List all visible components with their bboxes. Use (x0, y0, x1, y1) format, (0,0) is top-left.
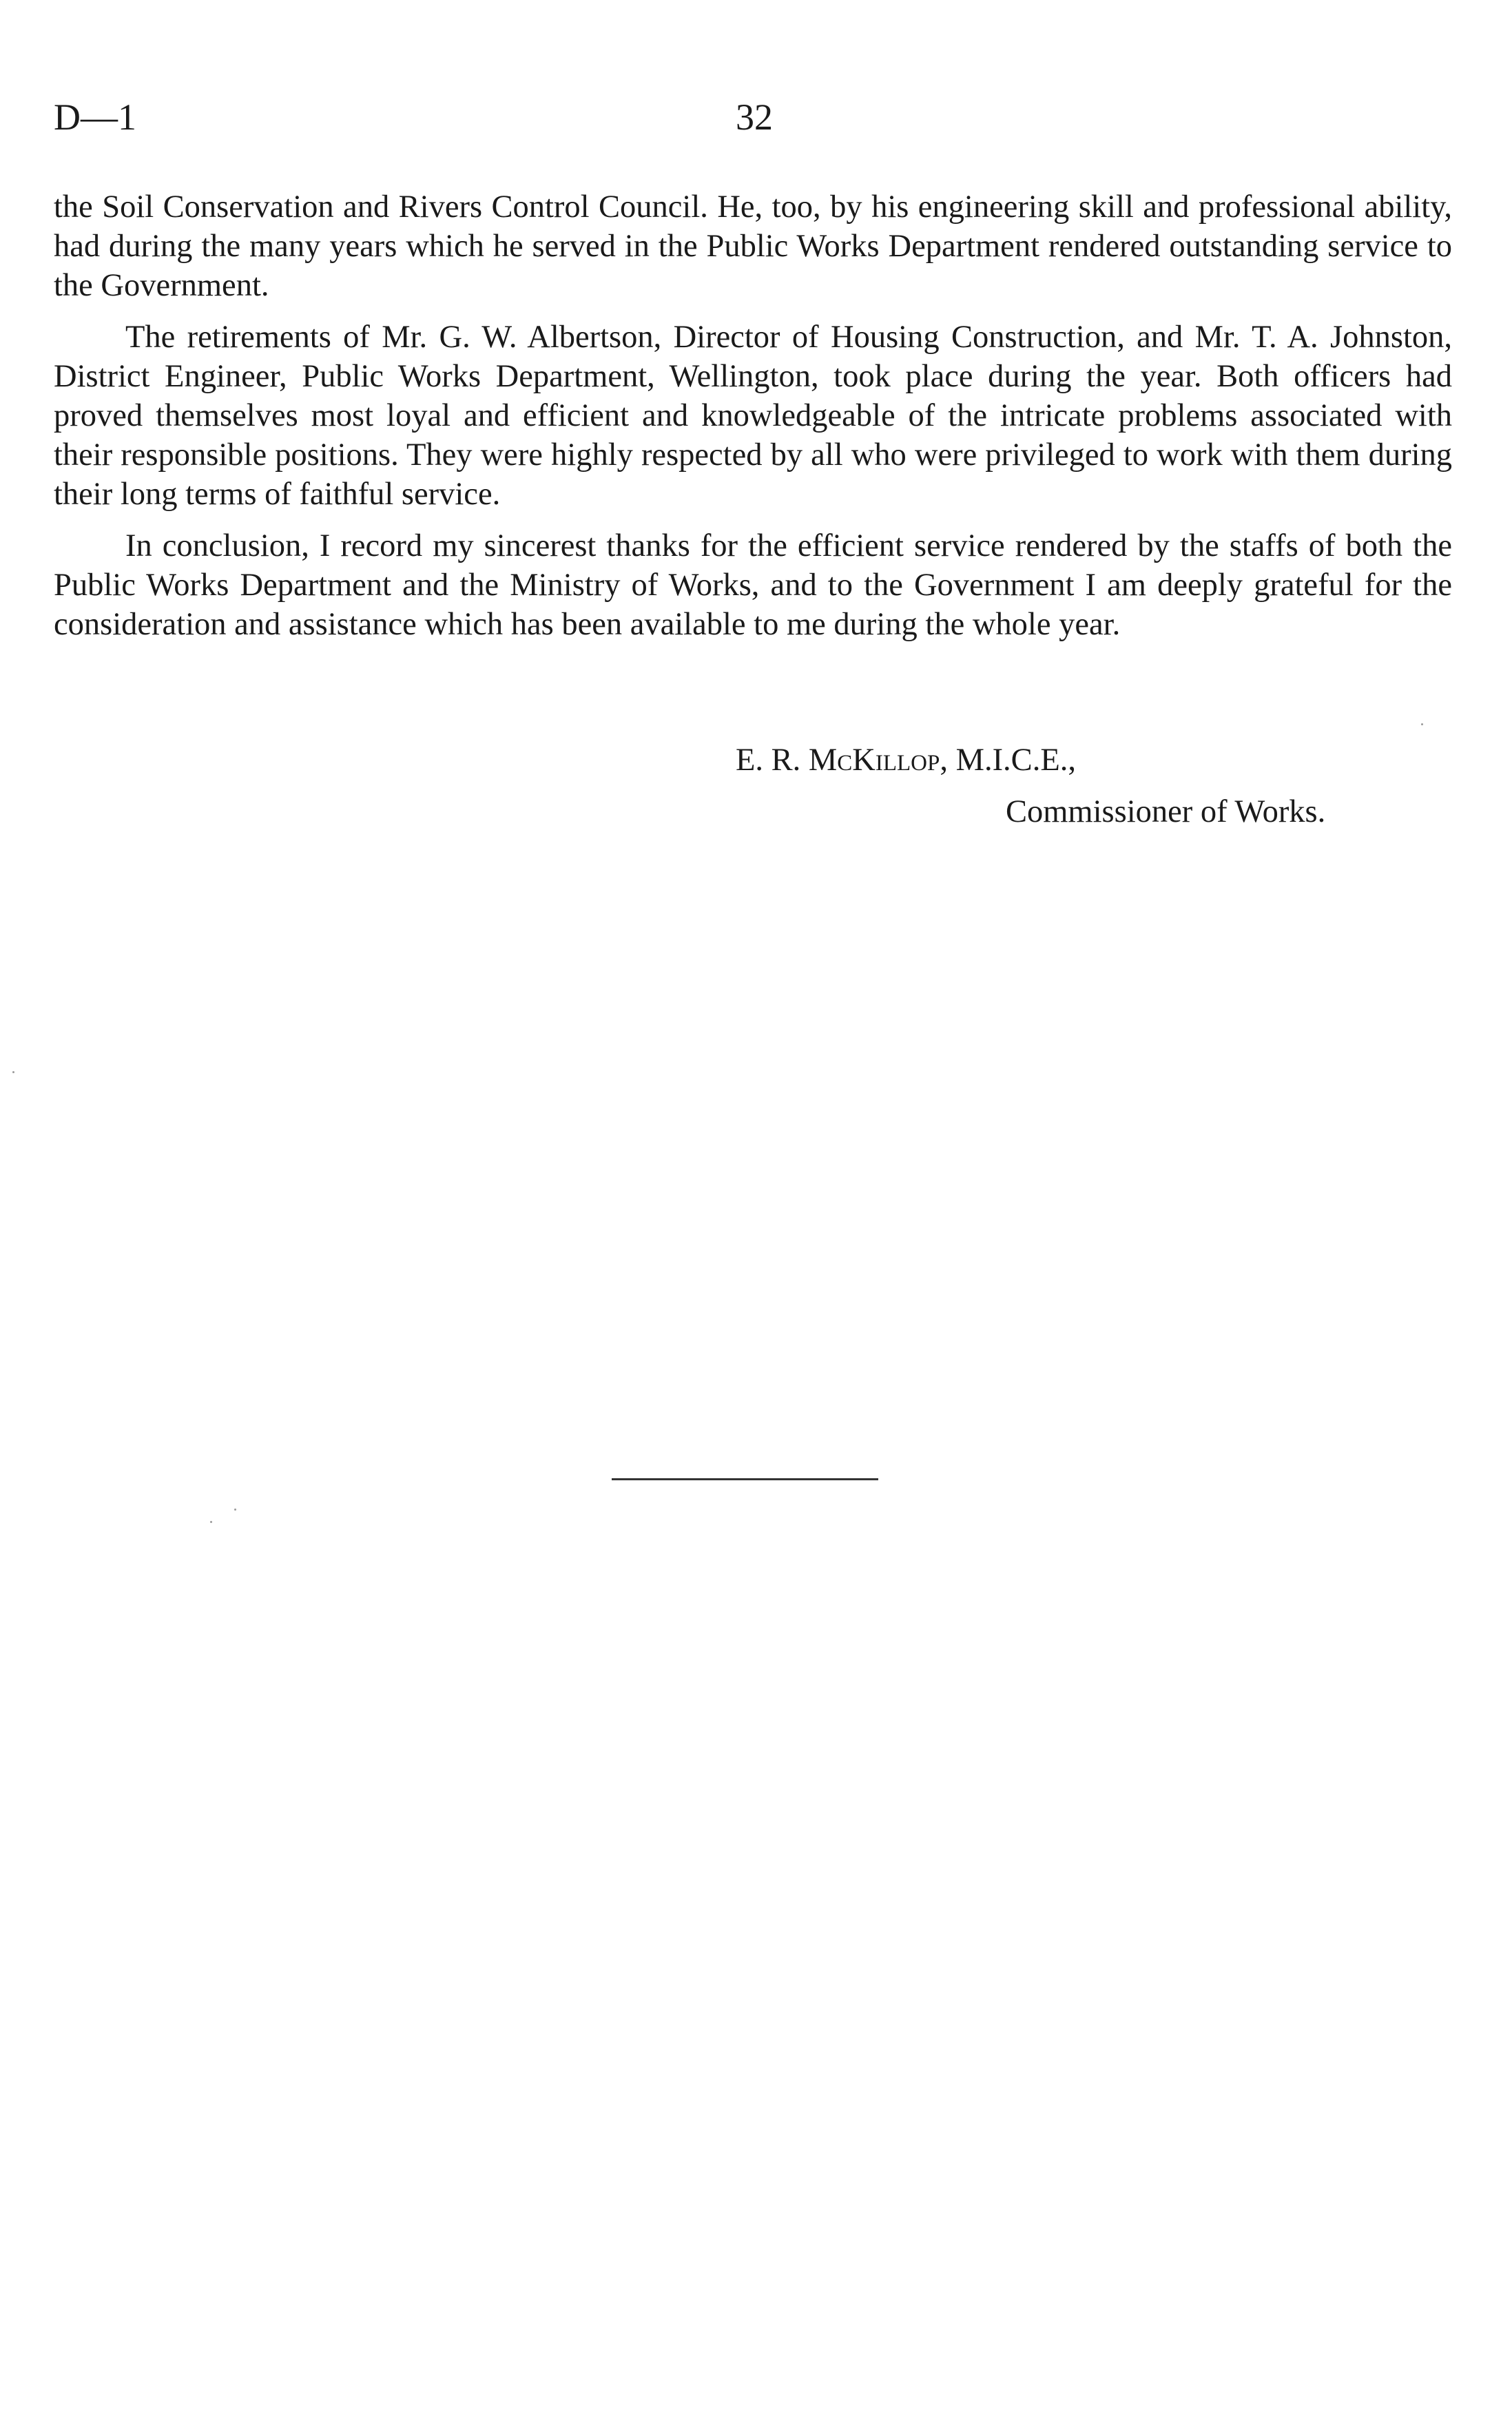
signatory-name: E. R. McKillop, M.I.C.E., (736, 743, 1076, 778)
scan-speck (210, 1521, 212, 1523)
page-header (54, 90, 1458, 145)
series-code: D—1 (54, 96, 136, 138)
paragraph-continuation: the Soil Conservation and Rivers Control Council. He, too, by his engineering skill and professional ability, had during the many years which he served in the Public Works Department rendered outstanding service to the Government. (54, 189, 1452, 303)
body-text (54, 187, 1452, 656)
scan-speck (12, 1071, 14, 1073)
signatory-title: Commissioner of Works. (1006, 794, 1326, 829)
closing-rule (612, 1478, 878, 1480)
paragraph-conclusion: In conclusion, I record my sincerest thanks for the efficient service rendered by the staffs of both the Public Works Department and the Ministry of Works, and to the Government I am deeply grateful for the consideration and assistance which has been available to me during the whole year. (54, 528, 1452, 642)
page-number: 32 (736, 96, 773, 138)
scan-speck (234, 1509, 236, 1511)
scan-speck (1421, 723, 1423, 725)
paragraph-retirements: The retirements of Mr. G. W. Albertson, Director of Housing Construction, and Mr. T. A. Johnston, District Engineer, Public Works Department, Wellington, took place during the year. Both officers had proved themselves most loyal and efficient and knowledgeable of the intricate problems associated with their responsible positions. They were highly respected by all who were privileged to work with them during their long terms of faithful service. (54, 320, 1452, 512)
